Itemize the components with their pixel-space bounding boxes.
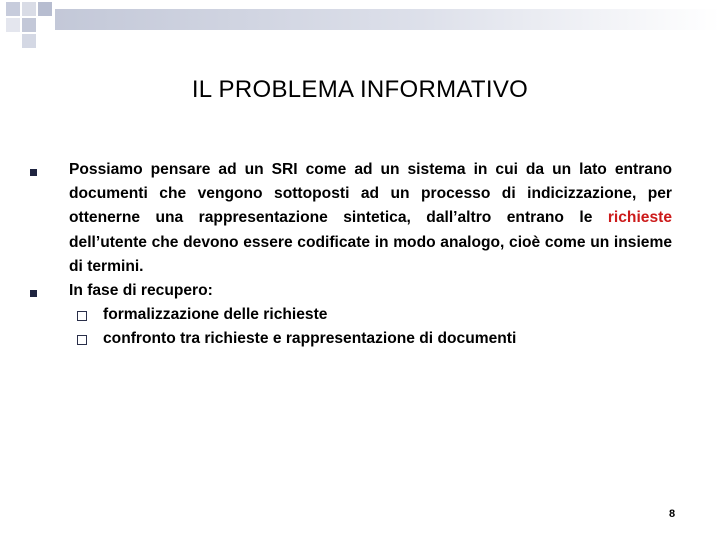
square-bullet-icon [28, 279, 69, 303]
bullet-item [28, 158, 672, 279]
header-decoration [0, 0, 720, 50]
slide-title: IL PROBLEMA INFORMATIVO [191, 76, 529, 103]
decor-square [6, 18, 20, 32]
header-band [55, 9, 720, 30]
bullet-text-part: dell’utente che devono essere codificate in modo analogo, cioè come un insieme di termini. [69, 233, 672, 275]
bullet-text: In fase di recupero: [69, 282, 213, 300]
sub-bullet-item [69, 327, 672, 351]
bullet-text-part: Possiamo pensare ad un SRI come ad un sistema in cui da un lato entrano documenti che vengono sottoposti ad un processo di indicizzazione, per ottenerne una rappresentazione sintetica, dall’altro entrano le [69, 161, 672, 227]
hollow-square-bullet-icon [69, 327, 103, 351]
decor-square [38, 2, 52, 16]
decor-square [6, 2, 20, 16]
page-number: 8 [668, 508, 676, 520]
square-bullet-icon [28, 158, 69, 182]
highlighted-term: richieste [607, 209, 672, 227]
slide-body [28, 158, 672, 352]
bullet-item [28, 279, 672, 303]
bullet-text [69, 158, 672, 279]
sub-bullet-text: confronto tra richieste e rappresentazione di documenti [103, 330, 517, 348]
decor-square [22, 18, 36, 32]
sub-bullet-text: formalizzazione delle richieste [103, 306, 328, 324]
decor-square [22, 34, 36, 48]
decor-square [22, 2, 36, 16]
sub-bullet-item [69, 303, 672, 327]
hollow-square-bullet-icon [69, 303, 103, 327]
